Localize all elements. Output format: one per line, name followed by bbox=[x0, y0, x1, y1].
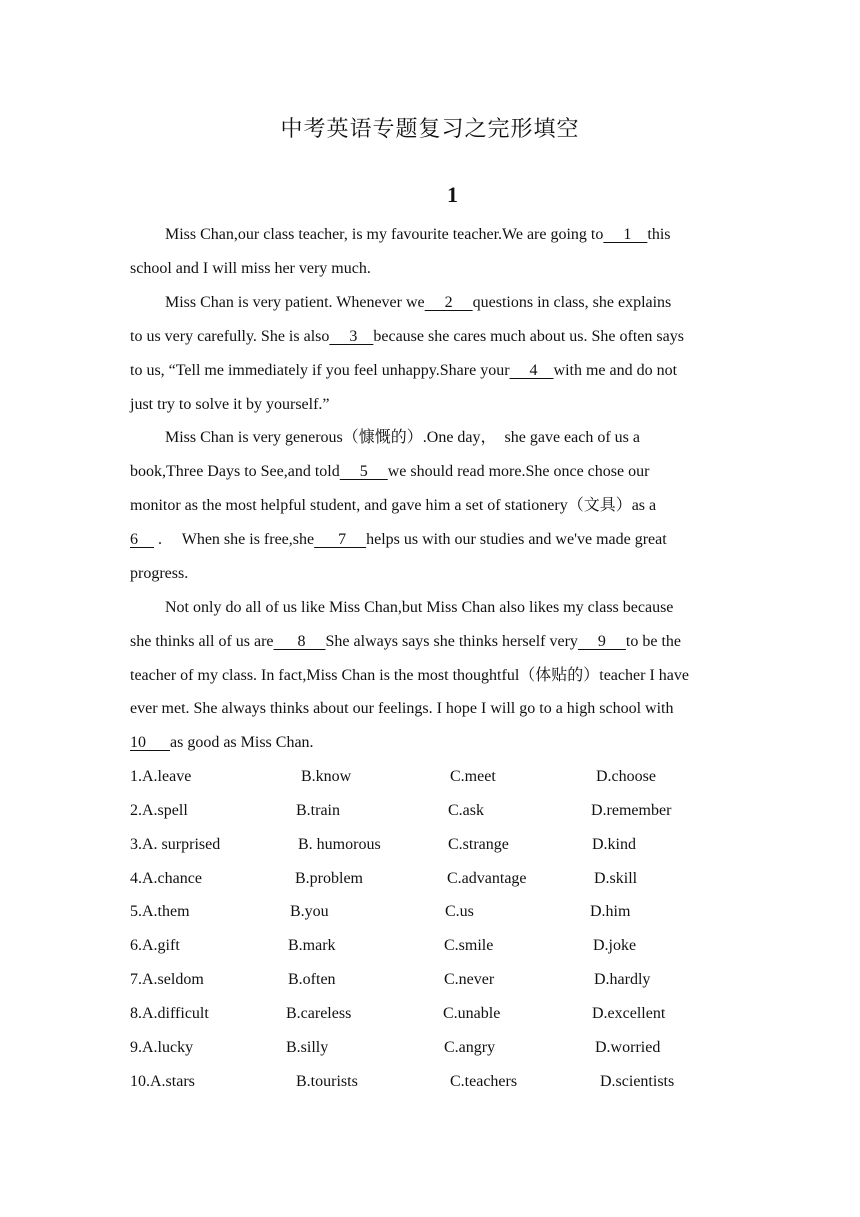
option-10-b: B.tourists bbox=[296, 1073, 358, 1090]
option-7-c: C.never bbox=[444, 971, 495, 988]
blank-number: 9 bbox=[577, 633, 626, 650]
option-2-a: 2.A.spell bbox=[130, 802, 188, 819]
passage-text: school and I will miss her very much. bbox=[130, 260, 371, 277]
option-8-b: B.careless bbox=[286, 1005, 352, 1022]
blank-number: 6 bbox=[130, 531, 154, 548]
passage-line bbox=[130, 259, 371, 279]
passage-text: She always says she thinks herself very bbox=[325, 633, 578, 650]
passage-text: as good as Miss Chan. bbox=[170, 734, 314, 751]
passage-text: to be the bbox=[625, 633, 682, 650]
passage-text: with me and do not bbox=[553, 362, 678, 379]
option-6-a: 6.A.gift bbox=[130, 937, 180, 954]
option-1-b: B.know bbox=[301, 768, 352, 785]
passage-text: to us very carefully. She is also bbox=[130, 328, 330, 345]
passage-line bbox=[165, 428, 640, 448]
option-7-b: B.often bbox=[288, 971, 336, 988]
option-8-c: C.unable bbox=[443, 1005, 501, 1022]
passage-line bbox=[130, 462, 649, 482]
passage-line bbox=[165, 598, 673, 618]
passage-text: questions in class, she explains bbox=[472, 294, 672, 311]
blank-number: 1 bbox=[603, 226, 648, 243]
passage-line bbox=[130, 699, 673, 719]
option-9-c: C.angry bbox=[444, 1039, 496, 1056]
option-7-d: D.hardly bbox=[594, 971, 651, 988]
passage-line bbox=[130, 564, 188, 584]
passage-line bbox=[130, 361, 677, 381]
option-5-d: D.him bbox=[590, 903, 631, 920]
section-number: 1 bbox=[447, 182, 458, 207]
passage-line bbox=[130, 632, 681, 652]
option-4-c: C.advantage bbox=[447, 870, 527, 887]
option-3-d: D.kind bbox=[592, 836, 636, 853]
passage-line bbox=[130, 327, 684, 347]
option-9-b: B.silly bbox=[286, 1039, 329, 1056]
option-1-d: D.choose bbox=[596, 768, 656, 785]
option-8-d: D.excellent bbox=[592, 1005, 666, 1022]
blank-number: 3 bbox=[329, 328, 374, 345]
option-5-a: 5.A.them bbox=[130, 903, 190, 920]
option-3-b: B. humorous bbox=[298, 836, 381, 853]
passage-text: Not only do all of us like Miss Chan,but Miss Chan also likes my class because bbox=[165, 599, 674, 616]
option-10-a: 10.A.stars bbox=[130, 1073, 195, 1090]
blank-number: 10 bbox=[130, 734, 170, 751]
blank-number: 2 bbox=[424, 294, 473, 311]
passage-line bbox=[130, 530, 667, 550]
option-6-d: D.joke bbox=[593, 937, 637, 954]
option-4-d: D.skill bbox=[594, 870, 638, 887]
option-3-a: 3.A. surprised bbox=[130, 836, 221, 853]
passage-text: monitor as the most helpful student, and gave him a set of stationery（文具）as a bbox=[130, 497, 657, 514]
option-10-d: D.scientists bbox=[600, 1073, 675, 1090]
passage-text: teacher of my class. In fact,Miss Chan is the most thoughtful（体贴的）teacher I have bbox=[130, 667, 689, 684]
option-2-c: C.ask bbox=[448, 802, 484, 819]
option-1-a: 1.A.leave bbox=[130, 768, 192, 785]
blank-number: 5 bbox=[339, 463, 388, 480]
option-2-b: B.train bbox=[296, 802, 340, 819]
option-3-c: C.strange bbox=[448, 836, 509, 853]
blank-number: 7 bbox=[314, 531, 367, 548]
option-6-b: B.mark bbox=[288, 937, 336, 954]
option-8-a: 8.A.difficult bbox=[130, 1005, 209, 1022]
option-5-c: C.us bbox=[445, 903, 474, 920]
option-5-b: B.you bbox=[290, 903, 329, 920]
passage-line bbox=[165, 293, 671, 313]
option-1-c: C.meet bbox=[450, 768, 496, 785]
passage-line bbox=[130, 666, 689, 686]
passage-text: ever met. She always thinks about our feelings. I hope I will go to a high school with bbox=[130, 700, 674, 717]
blank-number: 8 bbox=[273, 633, 326, 650]
passage-line bbox=[130, 395, 330, 415]
passage-text: this bbox=[647, 226, 671, 243]
passage-text: just try to solve it by yourself.” bbox=[130, 396, 330, 413]
passage-text: she thinks all of us are bbox=[130, 633, 274, 650]
passage-line bbox=[130, 733, 314, 753]
passage-text: because she cares much about us. She often says bbox=[373, 328, 684, 345]
option-6-c: C.smile bbox=[444, 937, 494, 954]
passage-text: Miss Chan,our class teacher, is my favourite teacher.We are going to bbox=[165, 226, 604, 243]
passage-text: helps us with our studies and we've made great bbox=[366, 531, 667, 548]
passage-text: progress. bbox=[130, 565, 189, 582]
passage-text: book,Three Days to See,and told bbox=[130, 463, 340, 480]
passage-line bbox=[165, 225, 671, 245]
passage-text: to us, “Tell me immediately if you feel unhappy.Share your bbox=[130, 362, 510, 379]
option-9-a: 9.A.lucky bbox=[130, 1039, 194, 1056]
option-10-c: C.teachers bbox=[450, 1073, 518, 1090]
blank-number: 4 bbox=[509, 362, 554, 379]
option-4-a: 4.A.chance bbox=[130, 870, 202, 887]
passage-text: Miss Chan is very generous（慷慨的）.One day， she gave each of us a bbox=[165, 429, 641, 446]
passage-text: . When she is free,she bbox=[154, 531, 315, 548]
option-7-a: 7.A.seldom bbox=[130, 971, 204, 988]
option-9-d: D.worried bbox=[595, 1039, 661, 1056]
page-title: 中考英语专题复习之完形填空 bbox=[280, 117, 580, 142]
passage-text: we should read more.She once chose our bbox=[387, 463, 650, 480]
passage-line bbox=[130, 496, 656, 516]
option-4-b: B.problem bbox=[295, 870, 363, 887]
passage-text: Miss Chan is very patient. Whenever we bbox=[165, 294, 425, 311]
option-2-d: D.remember bbox=[591, 802, 672, 819]
